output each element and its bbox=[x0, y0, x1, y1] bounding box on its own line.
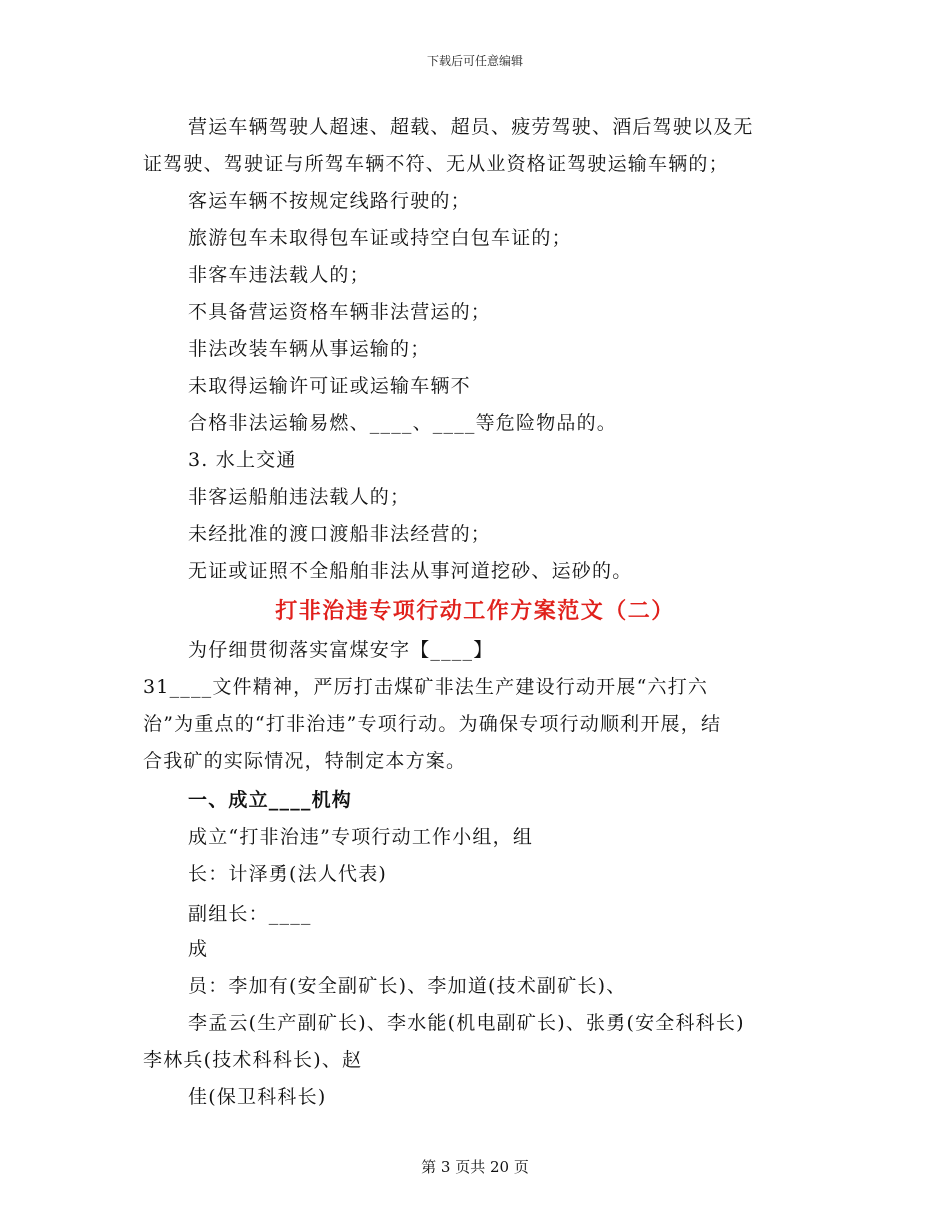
paragraph-line: 员：李加有(安全副矿长)、李加道(技术副矿长)、 bbox=[188, 975, 627, 997]
paragraph-line: 佳(保卫科科长) bbox=[188, 1086, 327, 1108]
paragraph-line: 治”为重点的“打非治违”专项行动。为确保专项行动顺利开展，结 bbox=[143, 713, 722, 735]
paragraph-line: 合我矿的实际情况，特制定本方案。 bbox=[143, 750, 467, 772]
page-footer: 第 3 页共 20 页 bbox=[421, 1158, 529, 1176]
section-title: 打非治违专项行动工作方案范文（二） bbox=[275, 598, 675, 624]
paragraph-line: 合格非法运输易燃、____、____等危险物品的。 bbox=[188, 412, 618, 434]
paragraph-line: 证驾驶、驾驶证与所驾车辆不符、无从业资格证驾驶运输车辆的； bbox=[143, 153, 729, 175]
paragraph-line: 长：计泽勇(法人代表) bbox=[188, 863, 388, 885]
paragraph-line: 非客车违法载人的； bbox=[188, 264, 370, 286]
paragraph-line: 为仔细贯彻落实富煤安字【____】 bbox=[188, 639, 494, 661]
paragraph-line: 成 bbox=[188, 938, 209, 960]
subsection-heading: 3. 水上交通 bbox=[188, 449, 297, 471]
paragraph-line: 非客运船舶违法载人的； bbox=[188, 486, 411, 508]
section-heading: 一、成立____机构 bbox=[188, 789, 353, 811]
paragraph-line: 未取得运输许可证或运输车辆不 bbox=[188, 375, 471, 397]
page-header: 下载后可任意编辑 bbox=[426, 54, 523, 68]
paragraph-line: 李孟云(生产副矿长)、李水能(机电副矿长)、张勇(安全科科长) bbox=[188, 1012, 745, 1034]
paragraph-line: 未经批准的渡口渡船非法经营的； bbox=[188, 523, 492, 545]
paragraph-line: 无证或证照不全船舶非法从事河道挖砂、运砂的。 bbox=[188, 560, 633, 582]
paragraph-line: 不具备营运资格车辆非法营运的； bbox=[188, 301, 492, 323]
paragraph-line: 副组长：____ bbox=[188, 903, 312, 925]
paragraph-line: 31____文件精神，严厉打击煤矿非法生产建设行动开展“六打六 bbox=[143, 676, 709, 698]
paragraph-line: 营运车辆驾驶人超速、超载、超员、疲劳驾驶、酒后驾驶以及无 bbox=[188, 116, 754, 138]
paragraph-line: 成立“打非治违”专项行动工作小组，组 bbox=[188, 826, 534, 848]
paragraph-line: 李林兵(技术科科长)、赵 bbox=[143, 1049, 363, 1071]
paragraph-line: 客运车辆不按规定线路行驶的； bbox=[188, 190, 471, 212]
paragraph-line: 非法改装车辆从事运输的； bbox=[188, 338, 431, 360]
paragraph-line: 旅游包车未取得包车证或持空白包车证的； bbox=[188, 227, 572, 249]
